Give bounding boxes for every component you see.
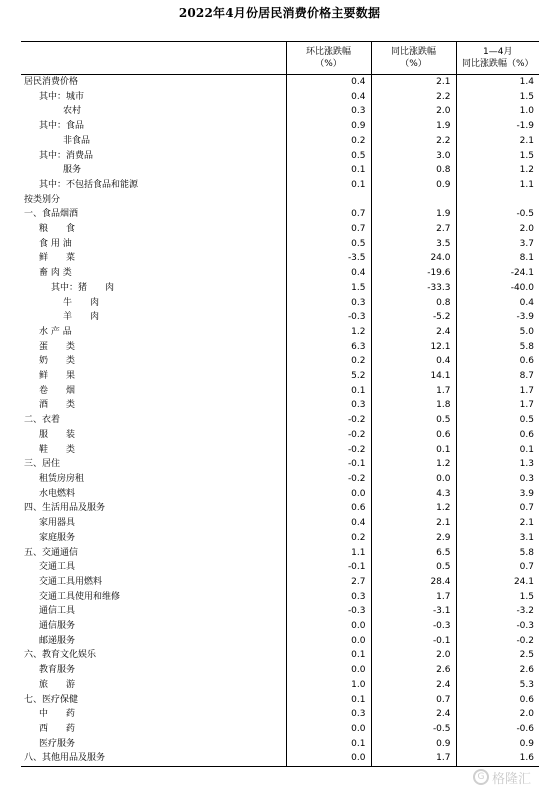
table-row bbox=[21, 266, 539, 281]
row-mom: 1.5 bbox=[286, 281, 371, 296]
row-ytd: 0.9 bbox=[456, 737, 539, 752]
row-mom bbox=[286, 193, 371, 208]
table-row bbox=[21, 428, 539, 443]
row-yoy: -19.6 bbox=[371, 266, 456, 281]
table-row bbox=[21, 443, 539, 458]
row-mom: 0.3 bbox=[286, 707, 371, 722]
row-yoy bbox=[371, 193, 456, 208]
row-mom: 5.2 bbox=[286, 369, 371, 384]
row-mom: 0.1 bbox=[286, 737, 371, 752]
header-ytd bbox=[456, 42, 539, 75]
row-label: 蛋 类 bbox=[39, 341, 76, 352]
row-mom: -0.2 bbox=[286, 472, 371, 487]
row-mom: 0.3 bbox=[286, 398, 371, 413]
row-mom: -0.1 bbox=[286, 457, 371, 472]
row-mom: 6.3 bbox=[286, 340, 371, 355]
row-ytd: 1.0 bbox=[456, 104, 539, 119]
row-yoy: 2.9 bbox=[371, 531, 456, 546]
row-label: 医疗服务 bbox=[39, 738, 76, 749]
row-ytd: 1.6 bbox=[456, 751, 539, 766]
row-label: 邮递服务 bbox=[39, 635, 76, 646]
row-ytd: 1.3 bbox=[456, 457, 539, 472]
table-row bbox=[21, 222, 539, 237]
row-ytd: -1.9 bbox=[456, 119, 539, 134]
row-label: 畜 肉 类 bbox=[39, 268, 72, 279]
row-yoy: 4.3 bbox=[371, 487, 456, 502]
row-yoy: -0.1 bbox=[371, 634, 456, 649]
row-ytd: -40.0 bbox=[456, 281, 539, 296]
row-yoy: 0.7 bbox=[371, 693, 456, 708]
row-yoy: -5.2 bbox=[371, 310, 456, 325]
row-label: 租赁房房租 bbox=[39, 473, 85, 484]
row-ytd: 1.2 bbox=[456, 163, 539, 178]
row-ytd: 2.6 bbox=[456, 663, 539, 678]
row-label: 二、衣着 bbox=[24, 415, 61, 426]
row-label: 其中：不包括食品和能源 bbox=[39, 179, 139, 190]
row-yoy: 2.2 bbox=[371, 90, 456, 105]
row-ytd: 3.7 bbox=[456, 237, 539, 252]
row-yoy: 0.9 bbox=[371, 737, 456, 752]
table-row bbox=[21, 398, 539, 413]
table-body bbox=[21, 75, 539, 767]
table-row bbox=[21, 619, 539, 634]
row-mom: 0.0 bbox=[286, 663, 371, 678]
row-yoy: 2.4 bbox=[371, 707, 456, 722]
row-yoy: 3.5 bbox=[371, 237, 456, 252]
row-mom: 0.0 bbox=[286, 619, 371, 634]
row-mom: 0.2 bbox=[286, 531, 371, 546]
row-mom: 0.5 bbox=[286, 237, 371, 252]
table-row bbox=[21, 296, 539, 311]
table-row bbox=[21, 501, 539, 516]
row-yoy: 2.2 bbox=[371, 134, 456, 149]
row-ytd: 5.8 bbox=[456, 546, 539, 561]
row-mom: 1.2 bbox=[286, 325, 371, 340]
row-yoy: -33.3 bbox=[371, 281, 456, 296]
table-row bbox=[21, 590, 539, 605]
table-row bbox=[21, 737, 539, 752]
row-label: 三、居住 bbox=[24, 459, 61, 470]
row-yoy: -3.1 bbox=[371, 604, 456, 619]
row-yoy: 0.5 bbox=[371, 560, 456, 575]
row-label: 食 用 油 bbox=[39, 238, 72, 249]
row-label: 七、医疗保健 bbox=[24, 694, 79, 705]
row-ytd: -0.2 bbox=[456, 634, 539, 649]
row-mom: -0.2 bbox=[286, 413, 371, 428]
row-label: 水 产 品 bbox=[39, 326, 72, 337]
row-mom: 0.2 bbox=[286, 134, 371, 149]
row-label: 六、教育文化娱乐 bbox=[24, 650, 97, 661]
row-ytd: -0.5 bbox=[456, 207, 539, 222]
row-yoy: 0.0 bbox=[371, 472, 456, 487]
row-mom: 0.6 bbox=[286, 501, 371, 516]
table-row bbox=[21, 634, 539, 649]
row-ytd: 8.7 bbox=[456, 369, 539, 384]
row-yoy: 2.1 bbox=[371, 75, 456, 90]
row-label: 一、食品烟酒 bbox=[24, 209, 79, 220]
table-row bbox=[21, 251, 539, 266]
row-ytd: 5.3 bbox=[456, 678, 539, 693]
row-label: 卷 烟 bbox=[39, 385, 76, 396]
row-mom: 0.7 bbox=[286, 207, 371, 222]
row-ytd: 1.7 bbox=[456, 398, 539, 413]
row-ytd: -3.2 bbox=[456, 604, 539, 619]
table-row bbox=[21, 325, 539, 340]
table-row bbox=[21, 413, 539, 428]
row-ytd: 0.6 bbox=[456, 693, 539, 708]
table-row bbox=[21, 678, 539, 693]
table-row bbox=[21, 340, 539, 355]
table-row bbox=[21, 207, 539, 222]
row-ytd: 0.7 bbox=[456, 560, 539, 575]
row-mom: 0.0 bbox=[286, 722, 371, 737]
row-label: 家庭服务 bbox=[39, 532, 76, 543]
table-row bbox=[21, 354, 539, 369]
row-mom: 0.4 bbox=[286, 516, 371, 531]
row-mom: 0.2 bbox=[286, 354, 371, 369]
row-yoy: 2.1 bbox=[371, 516, 456, 531]
table-row bbox=[21, 178, 539, 193]
row-label: 鲜 菜 bbox=[39, 253, 76, 264]
row-mom: 1.0 bbox=[286, 678, 371, 693]
row-label: 八、其他用品及服务 bbox=[21, 751, 286, 766]
row-yoy: 0.1 bbox=[371, 443, 456, 458]
header-yoy bbox=[371, 42, 456, 75]
row-ytd: 0.1 bbox=[456, 443, 539, 458]
row-mom: 0.4 bbox=[286, 266, 371, 281]
table-header-row bbox=[21, 42, 539, 75]
row-mom: -0.3 bbox=[286, 604, 371, 619]
table-row bbox=[21, 193, 539, 208]
row-label: 教育服务 bbox=[39, 665, 76, 676]
table-row bbox=[21, 134, 539, 149]
row-label: 居民消费价格 bbox=[24, 77, 79, 87]
row-yoy: 1.9 bbox=[371, 119, 456, 134]
table-row bbox=[21, 604, 539, 619]
row-mom: 2.7 bbox=[286, 575, 371, 590]
table-row bbox=[21, 163, 539, 178]
header-mom-text: 环比涨跌幅 （%） bbox=[305, 47, 351, 69]
row-yoy: -0.5 bbox=[371, 722, 456, 737]
row-mom: -0.2 bbox=[286, 443, 371, 458]
watermark-text: 格隆汇 bbox=[492, 771, 532, 787]
row-ytd: 5.8 bbox=[456, 340, 539, 355]
row-mom: 1.1 bbox=[286, 546, 371, 561]
table-row bbox=[21, 722, 539, 737]
row-label: 水电燃料 bbox=[39, 488, 76, 499]
page-title: 2022年4月份居民消费价格主要数据 bbox=[178, 6, 381, 20]
row-yoy: 24.0 bbox=[371, 251, 456, 266]
row-mom: 0.3 bbox=[286, 296, 371, 311]
row-mom: 0.0 bbox=[286, 751, 371, 766]
row-yoy: 0.8 bbox=[371, 163, 456, 178]
row-label: 通信服务 bbox=[39, 621, 76, 632]
table-row bbox=[21, 281, 539, 296]
row-label: 鲜 果 bbox=[39, 371, 76, 382]
row-yoy: 1.8 bbox=[371, 398, 456, 413]
table-row bbox=[21, 457, 539, 472]
row-mom: 0.0 bbox=[286, 634, 371, 649]
row-mom: 0.9 bbox=[286, 119, 371, 134]
row-label: 交通工具使用和维修 bbox=[39, 591, 121, 602]
row-ytd: 2.0 bbox=[456, 222, 539, 237]
row-mom: -0.1 bbox=[286, 560, 371, 575]
row-yoy: 0.8 bbox=[371, 296, 456, 311]
row-label: 服 装 bbox=[39, 429, 76, 440]
row-mom: 0.7 bbox=[286, 222, 371, 237]
row-yoy: 1.7 bbox=[371, 751, 456, 766]
row-yoy: 6.5 bbox=[371, 546, 456, 561]
row-ytd: 1.5 bbox=[456, 149, 539, 164]
table-row bbox=[21, 90, 539, 105]
row-ytd: 2.1 bbox=[456, 516, 539, 531]
row-ytd: 1.7 bbox=[456, 384, 539, 399]
row-mom: 0.1 bbox=[286, 178, 371, 193]
row-ytd: 5.0 bbox=[456, 325, 539, 340]
row-yoy: 14.1 bbox=[371, 369, 456, 384]
table-row bbox=[21, 149, 539, 164]
header-yoy-text: 同比涨跌幅 （%） bbox=[390, 47, 436, 69]
row-ytd: 3.9 bbox=[456, 487, 539, 502]
header-ytd-text: 1—4月 同比涨跌幅（%） bbox=[461, 47, 534, 69]
row-mom: 0.0 bbox=[286, 487, 371, 502]
row-mom: -0.2 bbox=[286, 428, 371, 443]
row-label: 牛 肉 bbox=[63, 297, 100, 308]
row-yoy: 1.9 bbox=[371, 207, 456, 222]
table-row bbox=[21, 575, 539, 590]
row-yoy: 2.6 bbox=[371, 663, 456, 678]
row-label: 羊 肉 bbox=[63, 312, 100, 323]
row-yoy: 12.1 bbox=[371, 340, 456, 355]
row-ytd: 24.1 bbox=[456, 575, 539, 590]
row-yoy: 0.9 bbox=[371, 178, 456, 193]
table-row bbox=[21, 487, 539, 502]
table-row bbox=[21, 531, 539, 546]
row-yoy: 1.7 bbox=[371, 590, 456, 605]
row-ytd: 0.3 bbox=[456, 472, 539, 487]
table-row bbox=[21, 663, 539, 678]
row-label: 服务 bbox=[63, 165, 82, 176]
row-label: 粮 食 bbox=[39, 224, 76, 235]
row-label: 西 药 bbox=[39, 723, 76, 734]
row-label: 通信工具 bbox=[39, 606, 76, 617]
row-mom: 0.3 bbox=[286, 590, 371, 605]
row-ytd: 0.4 bbox=[456, 296, 539, 311]
row-yoy: 2.4 bbox=[371, 678, 456, 693]
cpi-data-table bbox=[21, 41, 539, 767]
row-mom: 0.1 bbox=[286, 693, 371, 708]
row-label: 交通工具用燃料 bbox=[39, 576, 103, 587]
table-row bbox=[21, 119, 539, 134]
row-mom: 0.4 bbox=[286, 75, 371, 90]
row-mom: 0.5 bbox=[286, 149, 371, 164]
row-yoy: 0.4 bbox=[371, 354, 456, 369]
row-label: 酒 类 bbox=[39, 400, 76, 411]
row-label: 家用器具 bbox=[39, 518, 76, 529]
row-yoy: 3.0 bbox=[371, 149, 456, 164]
row-label: 四、生活用品及服务 bbox=[24, 503, 106, 514]
row-ytd: 1.5 bbox=[456, 590, 539, 605]
table-row bbox=[21, 751, 539, 766]
table-row bbox=[21, 560, 539, 575]
row-ytd: 0.7 bbox=[456, 501, 539, 516]
row-label: 其中：城市 bbox=[39, 91, 85, 102]
table-row bbox=[21, 75, 539, 90]
row-mom: 0.4 bbox=[286, 90, 371, 105]
row-yoy: 1.2 bbox=[371, 457, 456, 472]
row-ytd: 1.5 bbox=[456, 90, 539, 105]
row-yoy: 0.6 bbox=[371, 428, 456, 443]
row-mom: -3.5 bbox=[286, 251, 371, 266]
table-row bbox=[21, 693, 539, 708]
row-ytd: 8.1 bbox=[456, 251, 539, 266]
table-row bbox=[21, 310, 539, 325]
row-label: 其中：猪 肉 bbox=[51, 282, 115, 293]
row-label: 五、交通通信 bbox=[24, 547, 79, 558]
row-label: 中 药 bbox=[39, 709, 76, 720]
row-ytd: 1.4 bbox=[456, 75, 539, 90]
row-ytd: 0.6 bbox=[456, 354, 539, 369]
row-mom: -0.3 bbox=[286, 310, 371, 325]
row-ytd: -0.3 bbox=[456, 619, 539, 634]
table-row bbox=[21, 237, 539, 252]
row-mom: 0.1 bbox=[286, 384, 371, 399]
row-ytd: -0.6 bbox=[456, 722, 539, 737]
row-mom: 0.3 bbox=[286, 104, 371, 119]
table-row bbox=[21, 384, 539, 399]
row-yoy: 2.0 bbox=[371, 648, 456, 663]
row-yoy: 2.4 bbox=[371, 325, 456, 340]
row-yoy: 28.4 bbox=[371, 575, 456, 590]
row-ytd: 2.0 bbox=[456, 707, 539, 722]
row-yoy: 1.2 bbox=[371, 501, 456, 516]
table-row bbox=[21, 104, 539, 119]
header-mom bbox=[286, 42, 371, 75]
gelonghui-logo-icon: G bbox=[473, 769, 489, 785]
row-ytd: 0.6 bbox=[456, 428, 539, 443]
row-ytd: -24.1 bbox=[456, 266, 539, 281]
row-yoy: -0.3 bbox=[371, 619, 456, 634]
row-label: 交通工具 bbox=[39, 562, 76, 573]
row-label: 农村 bbox=[63, 106, 82, 117]
row-label: 非食品 bbox=[63, 135, 91, 146]
row-ytd: 3.1 bbox=[456, 531, 539, 546]
row-yoy: 0.5 bbox=[371, 413, 456, 428]
table-row bbox=[21, 516, 539, 531]
watermark bbox=[473, 766, 555, 788]
row-label: 其中：消费品 bbox=[39, 150, 94, 161]
row-ytd: 1.1 bbox=[456, 178, 539, 193]
row-mom: 0.1 bbox=[286, 163, 371, 178]
row-yoy: 2.7 bbox=[371, 222, 456, 237]
table-row bbox=[21, 648, 539, 663]
row-label: 奶 类 bbox=[39, 356, 76, 367]
row-label: 按类别分 bbox=[24, 194, 61, 205]
row-ytd: 2.1 bbox=[456, 134, 539, 149]
row-yoy: 1.7 bbox=[371, 384, 456, 399]
row-label: 其中：食品 bbox=[39, 121, 85, 132]
table-row bbox=[21, 546, 539, 561]
table-row bbox=[21, 369, 539, 384]
row-ytd: -3.9 bbox=[456, 310, 539, 325]
header-item bbox=[21, 42, 286, 75]
table-row bbox=[21, 472, 539, 487]
row-mom: 0.1 bbox=[286, 648, 371, 663]
row-label: 鞋 类 bbox=[39, 444, 76, 455]
table-row bbox=[21, 707, 539, 722]
row-ytd: 2.5 bbox=[456, 648, 539, 663]
row-label: 旅 游 bbox=[39, 679, 76, 690]
row-ytd bbox=[456, 193, 539, 208]
row-ytd: 0.5 bbox=[456, 413, 539, 428]
row-yoy: 2.0 bbox=[371, 104, 456, 119]
